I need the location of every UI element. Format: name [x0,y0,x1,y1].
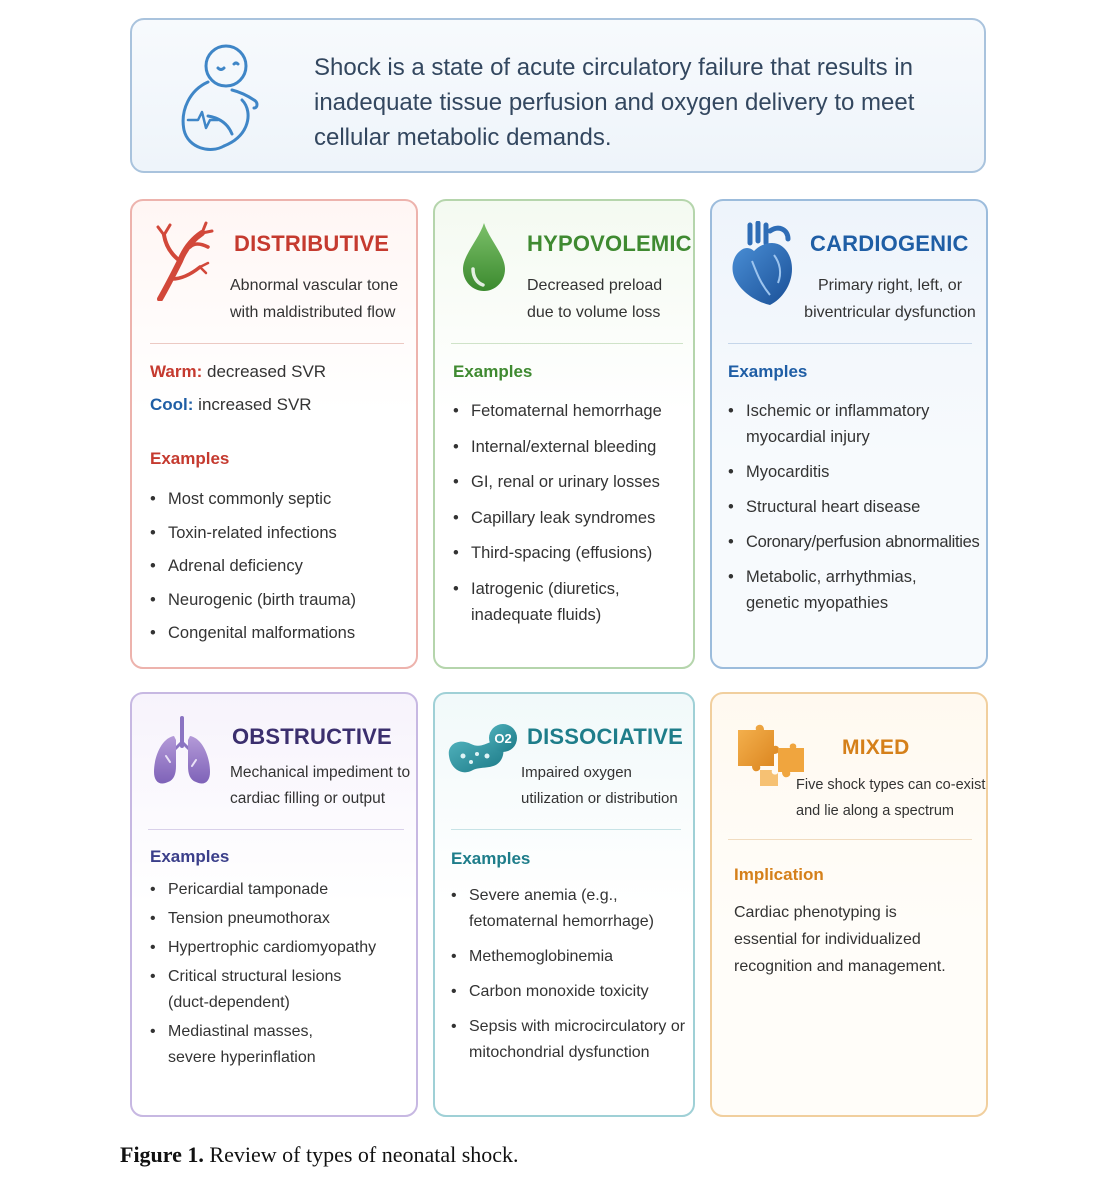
figure-caption [120,1142,519,1168]
divider [728,839,972,840]
cool-line [150,395,312,415]
heart-icon [730,221,796,307]
examples-list [726,398,988,616]
list-item: • Mediastinal masses, severe hyperinflation [148,1019,358,1071]
list-item: • Ischemic or inflammatory myocardial injury [726,398,946,450]
cool-label: Cool: [150,395,194,414]
list-item: • Capillary leak syndromes [451,505,691,531]
divider [451,343,683,344]
card-description: Mechanical impediment to cardiac filling or output [230,764,411,807]
blood-vessel-icon [150,221,214,301]
card-description: Primary right, left, or biventricular dysfunction [804,277,976,321]
examples-heading: Examples [451,849,531,868]
list-item: • GI, renal or urinary losses [451,469,691,495]
list-item: • Structural heart disease [726,494,988,520]
list-item: • Adrenal deficiency [148,550,410,584]
divider [150,343,404,344]
list-item: • Tension pneumothorax [148,906,410,932]
list-item: • Critical structural lesions (duct-dependent) [148,964,378,1016]
list-item: • Sepsis with microcirculatory or mitochondrial dysfunction [449,1014,691,1066]
card-title: OBSTRUCTIVE [232,724,392,749]
examples-list [148,877,410,1071]
figure-label: Figure 1. [120,1142,204,1167]
card-dissociative [433,692,695,1117]
warm-label: Warm: [150,362,203,381]
examples-heading: Examples [150,847,230,866]
divider [728,343,972,344]
list-item: • Neurogenic (birth trauma) [148,584,410,618]
list-item: • Most commonly septic [148,483,410,517]
card-distributive [130,199,418,669]
card-description: Abnormal vascular tone with maldistributed flow [230,277,399,321]
implication-text: Cardiac phenotyping is essential for individualized recognition and management. [734,904,946,975]
list-item: • Iatrogenic (diuretics, inadequate fluids) [451,576,631,628]
list-item: • Fetomaternal hemorrhage [451,398,691,424]
card-cardiogenic [710,199,988,669]
definition-banner [130,18,986,173]
list-item: • Hypertrophic cardiomyopathy [148,935,410,961]
examples-heading: Examples [728,362,808,381]
list-item: • Metabolic, arrhythmias, genetic myopathies [726,564,946,616]
card-title: DISSOCIATIVE [527,724,684,749]
card-description: Impaired oxygen utilization or distribution [521,764,678,807]
examples-list [148,483,410,651]
card-obstructive [130,692,418,1117]
o2-label: O2 [494,731,512,746]
implication-heading: Implication [734,865,824,884]
card-title: HYPOVOLEMIC [527,231,692,256]
droplet-icon [459,221,509,293]
card-hypovolemic [433,199,695,669]
examples-list [451,398,691,628]
lungs-icon [150,716,214,788]
list-item: • Congenital malformations [148,617,410,651]
card-description: Decreased preload due to volume loss [527,277,663,321]
divider [148,829,404,830]
card-title: CARDIOGENIC [810,231,969,256]
list-item: • Coronary/perfusion abnormalities [726,529,988,555]
divider [451,829,681,830]
oxygen-cell-icon [443,722,521,780]
cool-text: increased SVR [198,395,312,414]
shock-definition: Shock is a state of acute circulatory failure that results in inadequate tissue perfusion and oxygen delivery to meet cellular metabolic demands. [314,54,915,151]
card-title: DISTRIBUTIVE [234,231,390,256]
card-description: Five shock types can co-exist and lie along a spectrum [796,777,986,819]
card-mixed [710,692,988,1117]
list-item: • Toxin-related infections [148,517,410,551]
figure-caption-text: Review of types of neonatal shock. [209,1142,519,1167]
list-item: • Methemoglobinemia [449,944,691,970]
list-item: • Third-spacing (effusions) [451,540,691,566]
card-title: MIXED [842,736,910,759]
examples-heading: Examples [150,449,230,468]
examples-heading: Examples [453,362,533,381]
list-item: • Severe anemia (e.g., fetomaternal hemorrhage) [449,883,669,935]
newborn-icon [168,38,268,158]
list-item: • Carbon monoxide toxicity [449,979,691,1005]
warm-line [150,362,326,382]
list-item: • Internal/external bleeding [451,434,691,460]
examples-list [449,883,691,1066]
list-item: • Pericardial tamponade [148,877,410,903]
list-item: • Myocarditis [726,459,988,485]
warm-text: decreased SVR [207,362,327,381]
